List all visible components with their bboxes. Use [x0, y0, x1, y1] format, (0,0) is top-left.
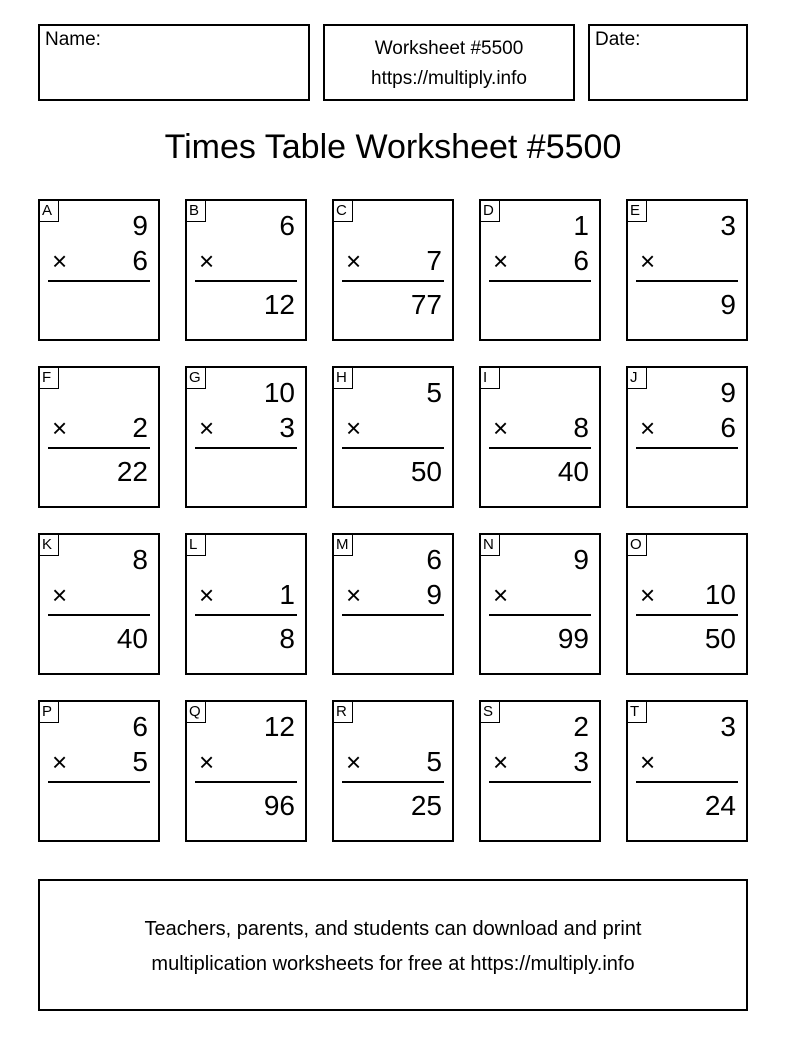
multiply-sign: × [640, 747, 656, 777]
problem-letter: T [627, 701, 647, 723]
problem-cell [626, 199, 748, 341]
factor-top: 10 [263, 377, 295, 408]
factor-bottom: 6 [720, 412, 736, 443]
answer-rule [195, 781, 297, 783]
product: 12 [263, 289, 295, 320]
problem-letter: F [39, 367, 59, 389]
factor-bottom: 9 [426, 579, 442, 610]
multiply-sign: × [640, 580, 656, 610]
problem-cell [479, 533, 601, 675]
date-label: Date: [595, 29, 641, 50]
answer-rule [342, 280, 444, 282]
multiply-sign: × [493, 413, 509, 443]
worksheet-number: Worksheet #5500 [374, 38, 524, 59]
problem-cell [626, 700, 748, 842]
multiply-sign: × [199, 747, 215, 777]
factor-top: 6 [426, 544, 442, 575]
product: 9 [720, 289, 736, 320]
factor-bottom: 5 [426, 746, 442, 777]
problem-letter: E [627, 200, 647, 222]
product: 22 [116, 456, 148, 487]
answer-rule [48, 447, 150, 449]
product: 40 [116, 623, 148, 654]
problem-cell [38, 199, 160, 341]
answer-rule [636, 280, 738, 282]
factor-bottom: 3 [573, 746, 589, 777]
problem-cell [38, 533, 160, 675]
factor-bottom: 2 [132, 412, 148, 443]
multiply-sign: × [493, 580, 509, 610]
factor-top: 3 [720, 711, 736, 742]
multiply-sign: × [346, 246, 362, 276]
problem-letter: L [186, 534, 206, 556]
product: 40 [557, 456, 589, 487]
multiply-sign: × [640, 413, 656, 443]
problem-cell [185, 700, 307, 842]
answer-rule [489, 614, 591, 616]
problem-letter: A [39, 200, 59, 222]
factor-bottom: 1 [279, 579, 295, 610]
factor-top: 12 [263, 711, 295, 742]
problem-letter: O [627, 534, 647, 556]
factor-top: 5 [426, 377, 442, 408]
footer-note [38, 879, 748, 1011]
factor-top: 2 [573, 711, 589, 742]
problem-letter: C [333, 200, 353, 222]
problem-letter: I [480, 367, 500, 389]
answer-rule [48, 781, 150, 783]
answer-rule [342, 614, 444, 616]
problem-cell [185, 533, 307, 675]
product: 99 [557, 623, 589, 654]
problem-letter: R [333, 701, 353, 723]
factor-top: 6 [279, 210, 295, 241]
problem-letter: H [333, 367, 353, 389]
answer-rule [195, 614, 297, 616]
answer-rule [489, 280, 591, 282]
worksheet-url: https://multiply.info [371, 68, 527, 89]
name-field-box[interactable] [38, 24, 310, 101]
problem-cell [332, 533, 454, 675]
problem-letter: G [186, 367, 206, 389]
problem-letter: S [480, 701, 500, 723]
factor-bottom: 5 [132, 746, 148, 777]
multiply-sign: × [52, 413, 68, 443]
problem-letter: J [627, 367, 647, 389]
problem-cell [479, 366, 601, 508]
problem-cell [479, 199, 601, 341]
multiply-sign: × [52, 747, 68, 777]
multiply-sign: × [199, 246, 215, 276]
problem-letter: Q [186, 701, 206, 723]
name-label: Name: [45, 29, 101, 50]
factor-bottom: 10 [704, 579, 736, 610]
factor-top: 6 [132, 711, 148, 742]
problem-cell [332, 366, 454, 508]
multiply-sign: × [199, 413, 215, 443]
factor-top: 8 [132, 544, 148, 575]
answer-rule [342, 781, 444, 783]
problem-cell [626, 533, 748, 675]
footer-line-2: multiplication worksheets for free at https://multiply.info [151, 953, 635, 975]
answer-rule [195, 280, 297, 282]
problem-cell [185, 366, 307, 508]
answer-rule [636, 447, 738, 449]
product: 50 [704, 623, 736, 654]
problem-cell [626, 366, 748, 508]
answer-rule [195, 447, 297, 449]
problem-cell [479, 700, 601, 842]
date-field-box[interactable] [588, 24, 748, 101]
problem-letter: K [39, 534, 59, 556]
problem-letter: N [480, 534, 500, 556]
product: 8 [279, 623, 295, 654]
problem-letter: M [333, 534, 353, 556]
multiply-sign: × [346, 580, 362, 610]
product: 24 [704, 790, 736, 821]
answer-rule [48, 280, 150, 282]
factor-top: 9 [573, 544, 589, 575]
problem-cell [38, 700, 160, 842]
factor-top: 9 [132, 210, 148, 241]
problem-letter: P [39, 701, 59, 723]
multiply-sign: × [346, 747, 362, 777]
footer-line-1: Teachers, parents, and students can download and print [144, 918, 642, 940]
product: 50 [410, 456, 442, 487]
product: 96 [263, 790, 295, 821]
factor-top: 3 [720, 210, 736, 241]
problem-cell [332, 700, 454, 842]
product: 77 [410, 289, 442, 320]
factor-top: 1 [573, 210, 589, 241]
multiply-sign: × [346, 413, 362, 443]
factor-bottom: 8 [573, 412, 589, 443]
problem-cell [38, 366, 160, 508]
multiply-sign: × [199, 580, 215, 610]
factor-bottom: 7 [426, 245, 442, 276]
factor-bottom: 6 [573, 245, 589, 276]
factor-bottom: 6 [132, 245, 148, 276]
problem-letter: D [480, 200, 500, 222]
answer-rule [489, 781, 591, 783]
multiply-sign: × [493, 246, 509, 276]
page-title: Times Table Worksheet #5500 [164, 128, 622, 166]
answer-rule [489, 447, 591, 449]
multiply-sign: × [52, 580, 68, 610]
problem-cell [332, 199, 454, 341]
answer-rule [342, 447, 444, 449]
problem-cell [185, 199, 307, 341]
answer-rule [636, 781, 738, 783]
worksheet-info-box [323, 24, 575, 101]
answer-rule [48, 614, 150, 616]
multiply-sign: × [52, 246, 68, 276]
factor-top: 9 [720, 377, 736, 408]
product: 25 [410, 790, 442, 821]
multiply-sign: × [640, 246, 656, 276]
multiply-sign: × [493, 747, 509, 777]
problem-letter: B [186, 200, 206, 222]
factor-bottom: 3 [279, 412, 295, 443]
answer-rule [636, 614, 738, 616]
